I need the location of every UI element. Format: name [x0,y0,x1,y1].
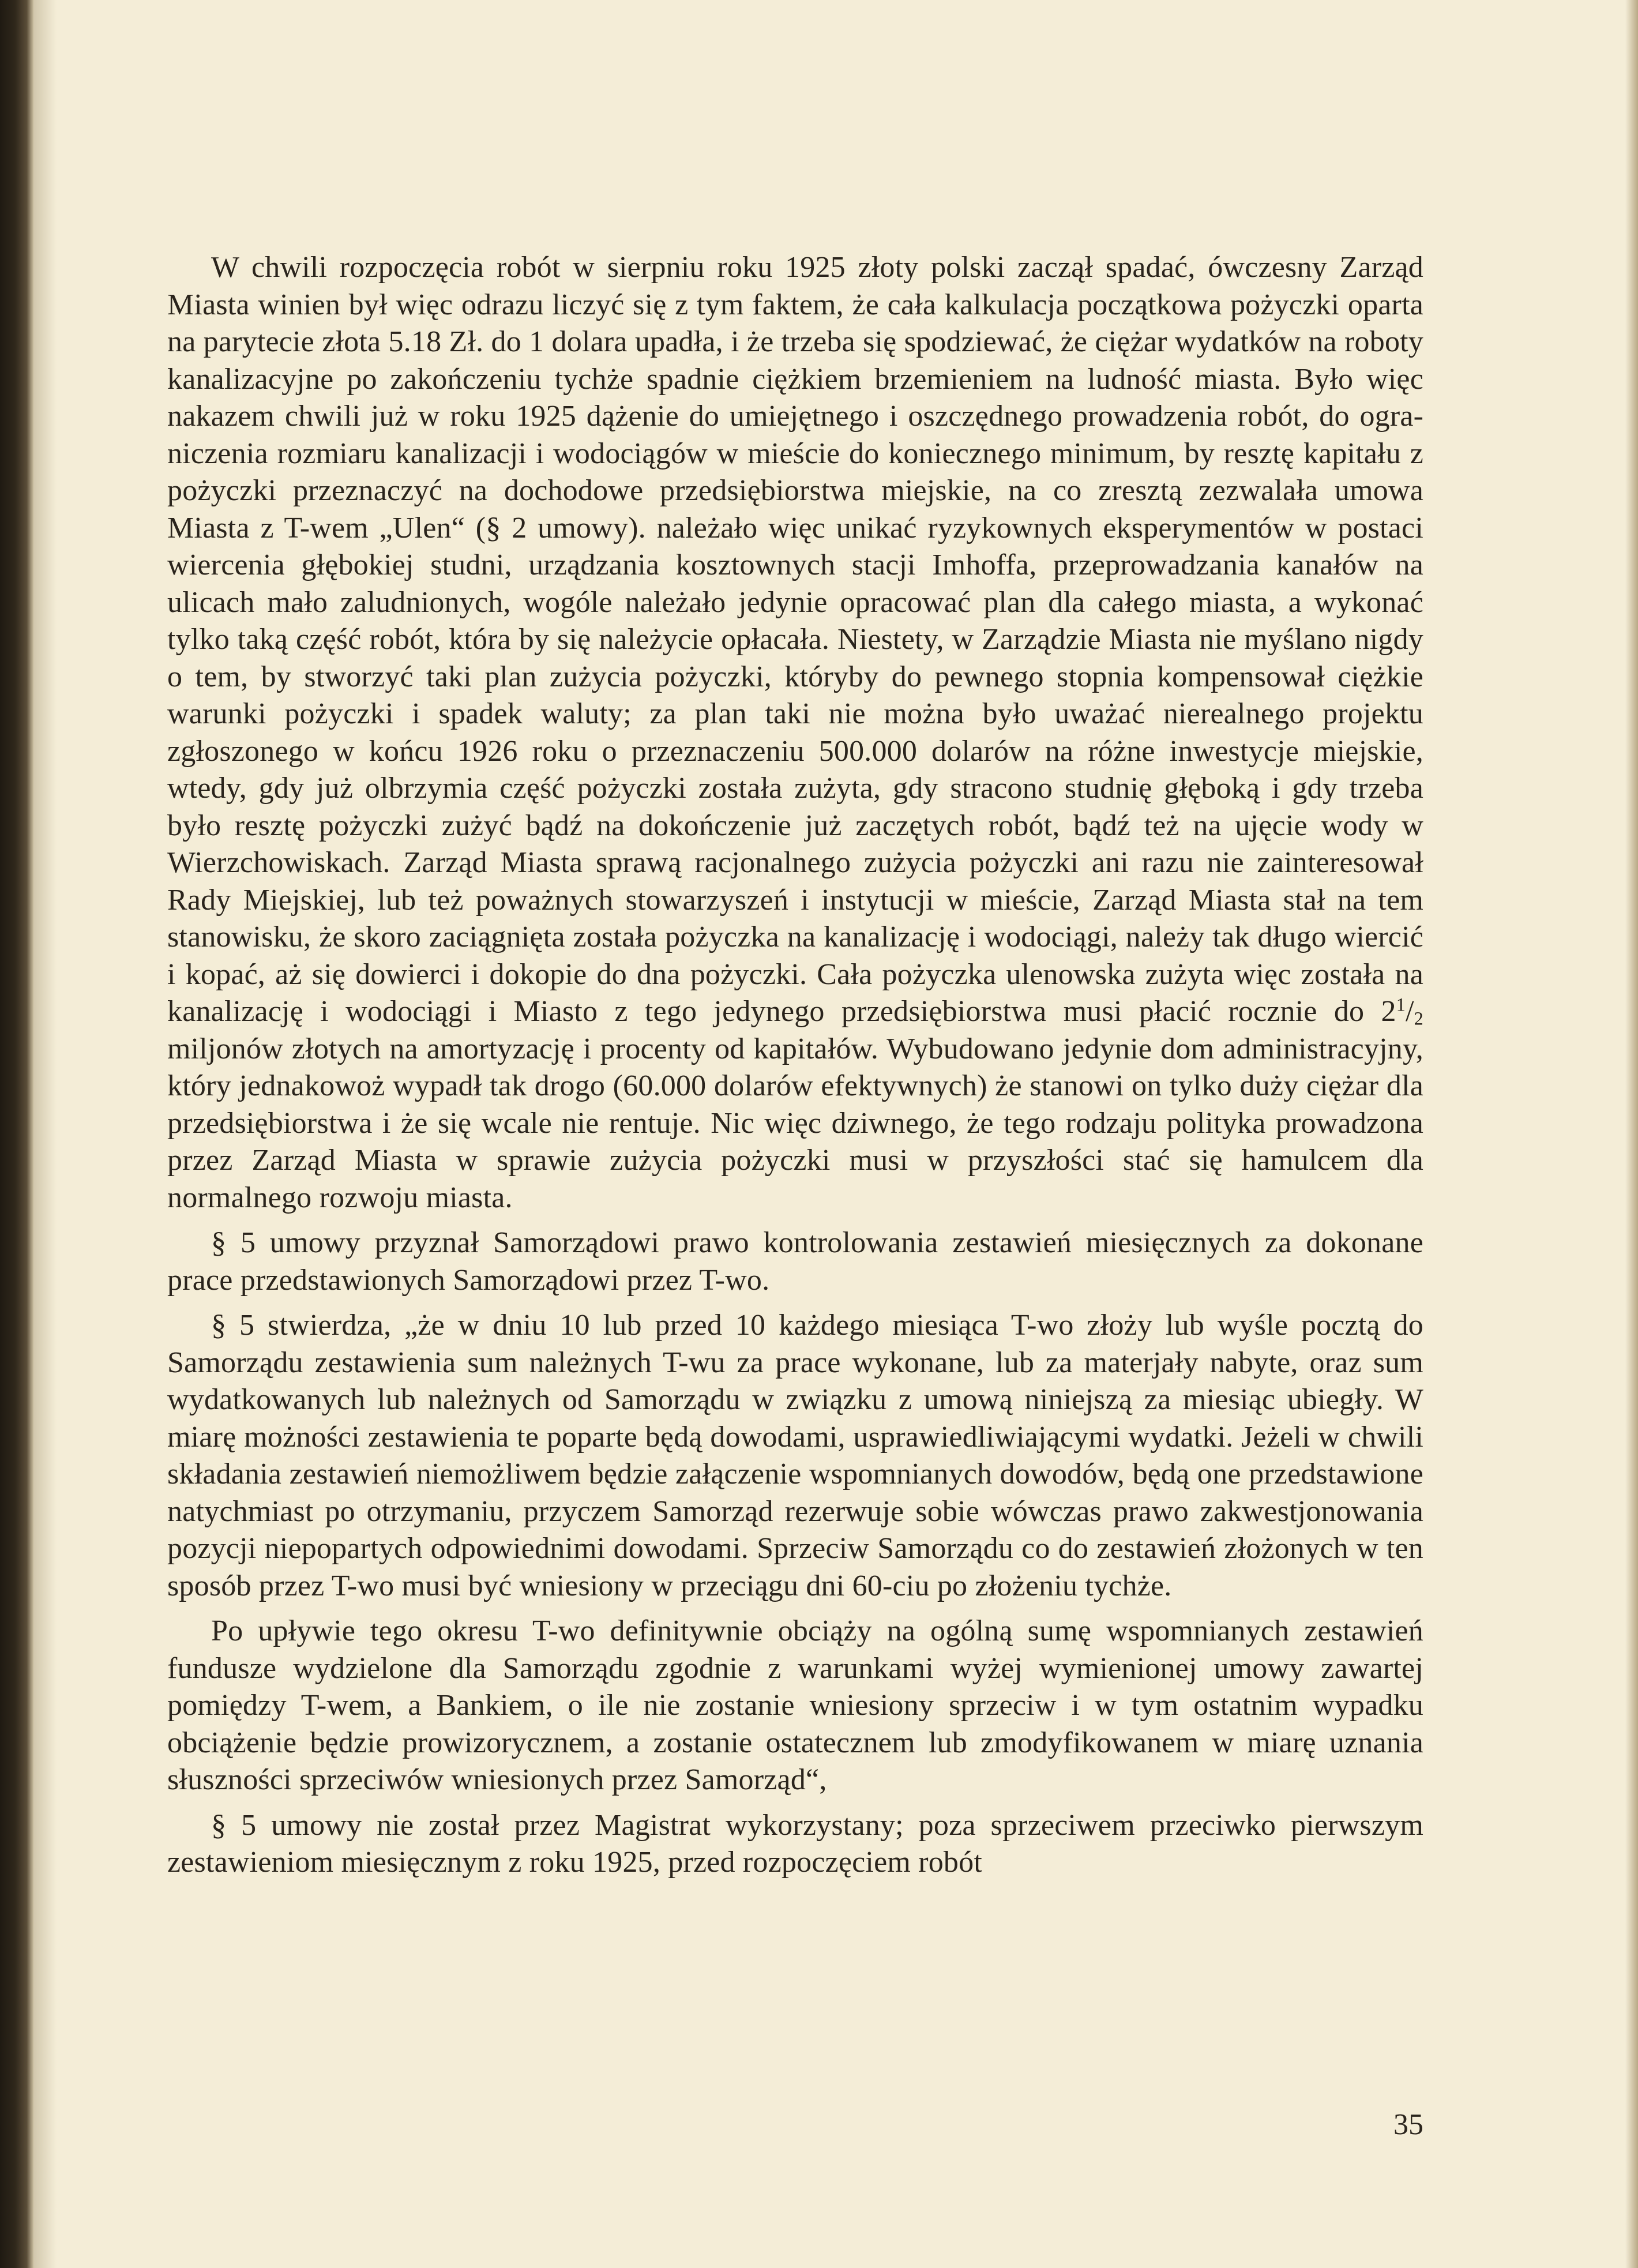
fraction-two-and-a-half [1381,995,1423,1028]
paragraph-3: § 5 stwierdza, „że w dniu 10 lub przed 10 każdego miesiąca T-wo złoży lub wyśle pocztą do Samorządu zestawienia sum należnych T-wu za prace wykonane, lub za materjały nabyte, oraz sum wydatkowanych lub należnych od Samorządu w związku z umową niniejszą za miesiąc ubiegły. W miarę możności zestawienia te poparte będą dowodami, usprawiedliwiającymi wydatki. Jeżeli w chwili składania zestawień niemożliwem będzie załączenie wspomnianych dowodów, będą one przedstawione natychmiast po otrzymaniu, przyczem Samorząd rezerwuje sobie wówczas prawo zakwestjonowania pozycji niepopartych odpowiednimi dowodami. Sprzeciw Samorządu co do zestawień złożonych w ten sposób przez T-wo musi być wniesiony w przeciągu dni 60-ciu po złożeniu tychże. [167,1309,1423,1602]
fraction-slash: / [1406,995,1414,1028]
paragraph-5: § 5 umowy nie został przez Magistrat wykorzystany; poza sprzeciwem przeciwko pierwszym zestawieniom miesięcznym z roku 1925, przed rozpoczęciem robót [167,1808,1423,1879]
binding-shadow [33,0,57,2268]
paragraph-2: § 5 umowy przyznał Samorządowi prawo kontrolowania zestawień miesięcznych za dokonane prace przedstawionych Samorządowi przez T-wo. [167,1226,1423,1297]
paragraph-1 [167,249,1423,1216]
body-text [167,249,1423,1882]
fraction-whole: 2 [1381,995,1396,1028]
paragraph-1-tail: miljonów złotych na amortyzację i procenty od kapitałów. Wybudowano jedynie dom administracyjny, który jednakowoż wypadł tak drogo (60.000 dolarów efektywnych) że stanowi on tylko duży ciężar dla przedsiębiorstwa i że się wcale nie rentuje. Nic więc dziwnego, że tego rodzaju polityka prowadzona przez Zarząd Miasta w sprawie zużycia pożyczki musi w przyszłości stać się hamulcem dla normalnego rozwoju miasta. [167,1032,1423,1214]
fraction-denominator: 2 [1414,1008,1423,1029]
page-number: 35 [1393,2108,1423,2141]
book-binding-edge [0,0,33,2268]
paragraph-1-text: W chwili rozpoczęcia robót w sierpniu roku 1925 złoty polski zaczął spadać, ówczesny Zarząd Miasta winien był więc odrazu liczyć się z tym faktem, że cała kalkulacja początkowa pożyczki oparta na parytecie złota 5.18 Zł. do 1 dolara upadła, i że trzeba się spodziewać, że ciężar wydatków na roboty kanalizacyjne po zakończeniu tychże spadnie ciężkiem brzemieniem na ludność miasta. Było więc nakazem chwili już w roku 1925 dążenie do umiejętnego i oszczędnego prowadzenia robót, do ograniczenia rozmiaru kanalizacji i wodociągów w mieście do koniecznego minimum, by resztę kapitału z pożyczki przeznaczyć na dochodowe przedsiębiorstwa miejskie, na co zresztą zezwalała umowa Miasta z T-wem „Ulen“ (§ 2 umowy). należało więc unikać ryzykownych eksperymentów w postaci wiercenia głębokiej studni, urządzania kosztownych stacji Imhoffa, przeprowadzania kanałów na ulicach mało zaludnionych, wogóle należało jedynie opracować plan dla całego miasta, a wykonać tylko taką część robót, która by się należycie opłacała. Niestety, w Zarządzie Miasta nie myślano nigdy o tem, by stworzyć taki plan zużycia pożyczki, któryby do pewnego stopnia kompensował ciężkie warunki pożyczki i spadek waluty; za plan taki nie można było uważać nierealnego projektu zgłoszonego w końcu 1926 roku o przeznaczeniu 500.000 dolarów na różne inwestycje miejskie, wtedy, gdy już olbrzymia część pożyczki została zużyta, gdy stracono studnię głęboką i gdy trzeba było resztę pożyczki zużyć bądź na dokończenie już zaczętych robót, bądź też na ujęcie wody w Wierzchowiskach. Zarząd Miasta sprawą racjonalnego zużycia pożyczki ani razu nie zainteresował Rady Miejskiej, lub też poważnych stowarzyszeń i instytucji w mieście, Zarząd Miasta stał na tem stanowisku, że skoro zaciągnięta została pożyczka na kanalizację i wodociągi, należy tak długo wiercić i kopać, aż się dowierci i dokopie do dna pożyczki. Cała pożyczka ulenowska zużyta więc została na kanalizację i wodociągi i Miasto z tego jedynego przedsiębiorstwa musi płacić rocznie do [167,251,1423,1028]
fraction-numerator: 1 [1396,994,1406,1015]
paragraph-4: Po upływie tego okresu T-wo definitywnie obciąży na ogólną sumę wspomnianych zestawień fundusze wydzielone dla Samorządu zgodnie z warunkami wyżej wymienionej umowy zawartej pomiędzy T-wem, a Bankiem, o ile nie zostanie wniesiony sprzeciw i w tym ostatnim wypadku obciążenie będzie prowizorycznem, a zostanie ostatecznem lub zmodyfikowanem w miarę uznania słuszności sprzeciwów wniesionych przez Samorząd“, [167,1614,1423,1796]
page-right-edge [1625,0,1638,2268]
